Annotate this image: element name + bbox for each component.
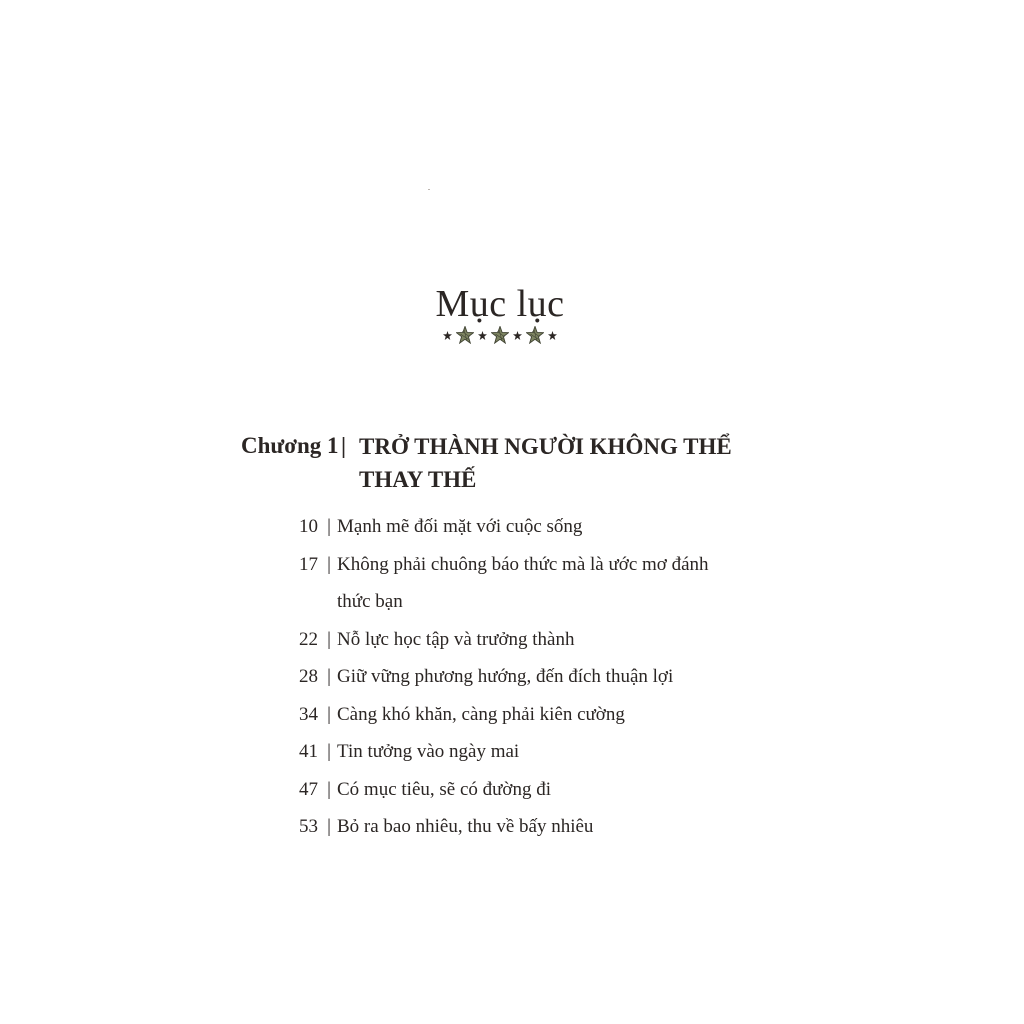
- toc-page-number: 17: [299, 553, 318, 575]
- toc-page-number: 28: [299, 666, 318, 687]
- toc-entry[interactable]: [299, 771, 759, 809]
- toc-separator: |: [327, 628, 331, 650]
- toc-entry[interactable]: [299, 808, 759, 846]
- star-ornament: [0, 326, 1000, 344]
- toc-entry-title: Mạnh mẽ đối mặt với cuộc sống: [337, 516, 583, 537]
- star-icon: [513, 331, 522, 340]
- star-icon: [526, 326, 544, 344]
- star-icon: [443, 331, 452, 340]
- toc-page-number: 10: [299, 516, 318, 537]
- toc-entry[interactable]: [299, 696, 759, 734]
- toc-separator: |: [327, 666, 331, 687]
- chapter-label: Chương 1: [241, 433, 339, 458]
- toc-list: [299, 508, 759, 846]
- toc-entry[interactable]: [299, 733, 759, 771]
- star-icon: [456, 326, 474, 344]
- paper-speck: [428, 189, 430, 190]
- toc-entry-title: Bỏ ra bao nhiêu, thu về bấy nhiêu: [337, 816, 594, 837]
- toc-separator: |: [327, 703, 331, 725]
- toc-entry-title: Tin tưởng vào ngày mai: [337, 741, 520, 762]
- toc-entry[interactable]: [299, 621, 759, 659]
- toc-entry-title: Giữ vững phương hướng, đến đích thuận lợi: [337, 666, 674, 687]
- chapter-separator: |: [341, 433, 347, 458]
- toc-entry-title: Không phải chuông báo thức mà là ước mơ đánh thức bạn: [337, 553, 709, 612]
- toc-page-number: 41: [299, 741, 318, 762]
- toc-separator: |: [327, 816, 331, 837]
- toc-entry[interactable]: [299, 658, 759, 696]
- toc-entry[interactable]: [299, 508, 759, 546]
- chapter-title: TRỞ THÀNH NGƯỜI KHÔNG THỂ THAY THẾ: [359, 434, 732, 492]
- toc-separator: |: [327, 553, 331, 575]
- toc-entry-title: Có mục tiêu, sẽ có đường đi: [337, 778, 552, 800]
- toc-entry[interactable]: [299, 546, 759, 621]
- toc-page-number: 53: [299, 816, 318, 837]
- toc-entry-title: Nỗ lực học tập và trưởng thành: [337, 628, 575, 650]
- toc-page-number: 22: [299, 628, 318, 650]
- toc-page-number: 34: [299, 703, 318, 725]
- toc-entry-title: Càng khó khăn, càng phải kiên cường: [337, 703, 625, 725]
- star-icon: [478, 331, 487, 340]
- toc-separator: |: [327, 741, 331, 762]
- page-title: Mục lục: [435, 283, 565, 325]
- toc-separator: |: [327, 778, 331, 800]
- toc-page-number: 47: [299, 778, 318, 800]
- toc-separator: |: [327, 516, 331, 537]
- star-icon: [548, 331, 557, 340]
- star-icon: [491, 326, 509, 344]
